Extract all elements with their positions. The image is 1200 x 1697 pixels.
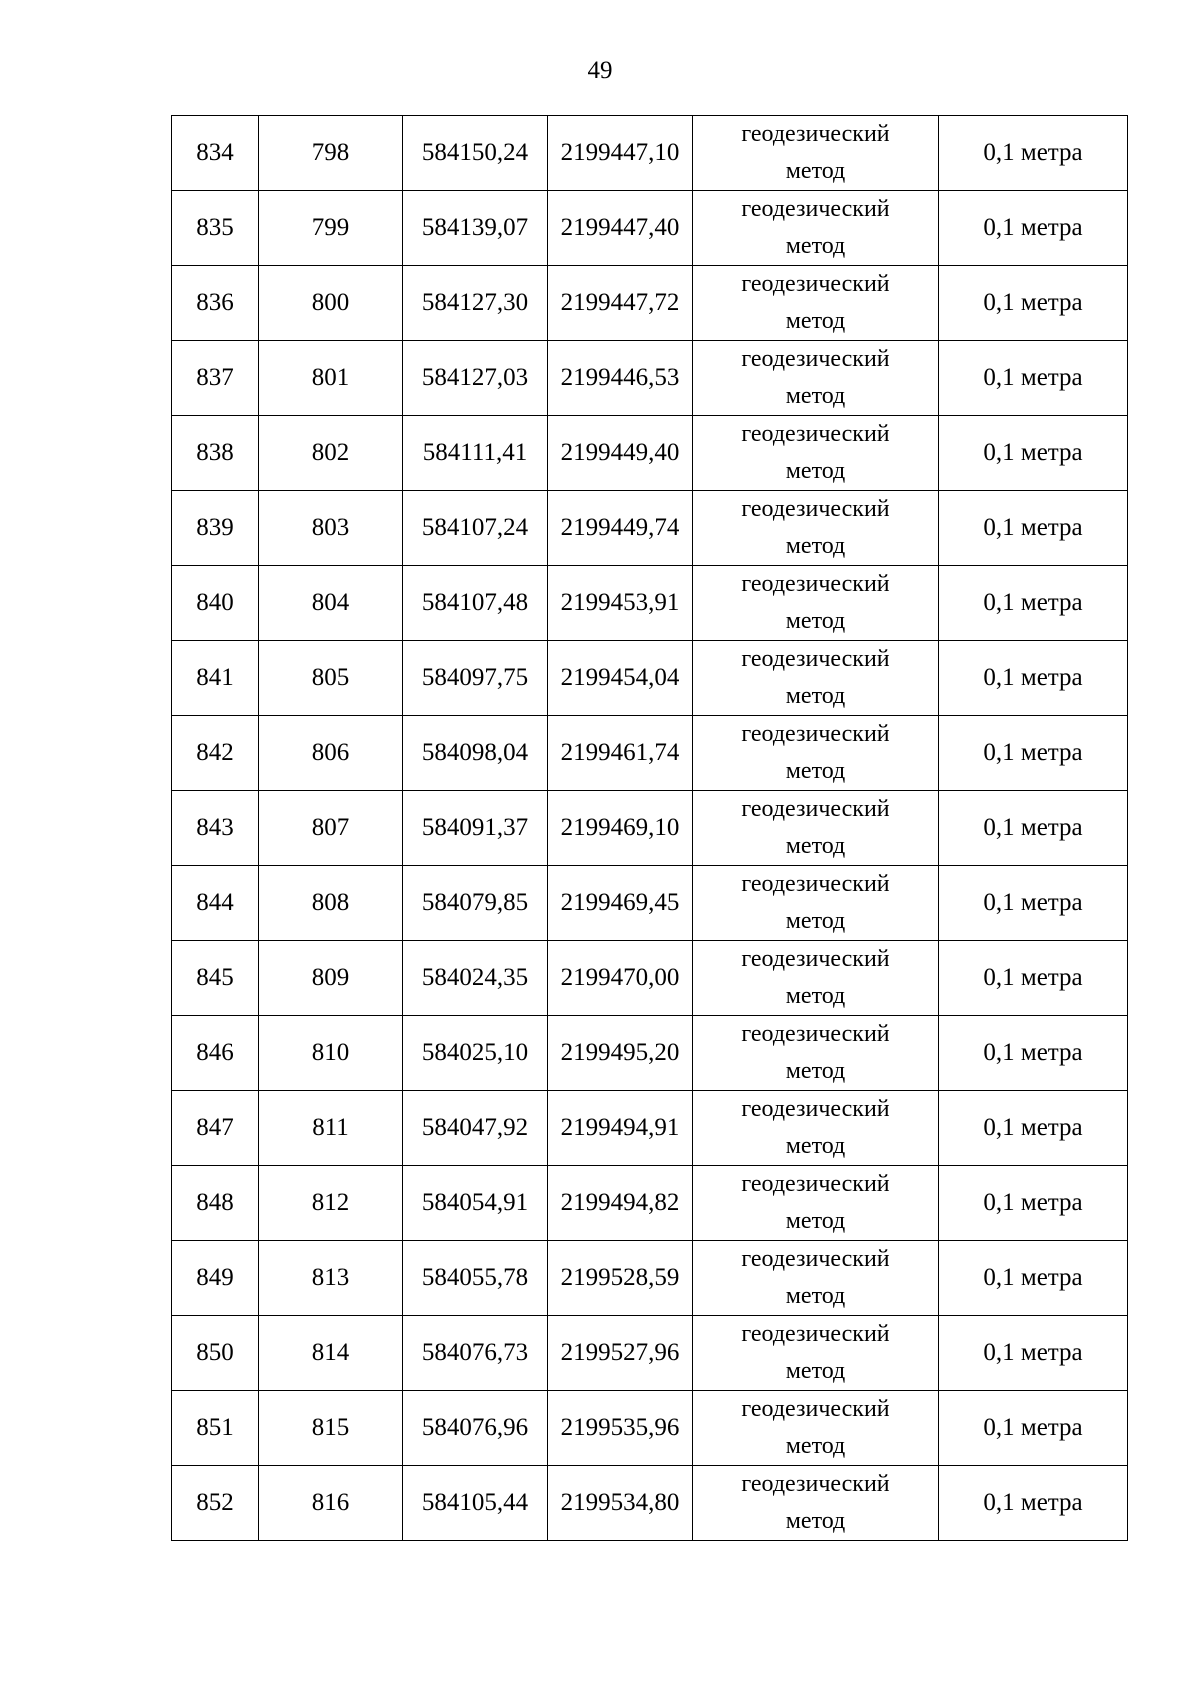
point-number-cell: 804	[259, 566, 403, 641]
method-line-2: метод	[785, 608, 846, 634]
method-cell	[693, 1016, 939, 1091]
point-number-cell: 809	[259, 941, 403, 1016]
y-coordinate-cell: 2199527,96	[548, 1316, 693, 1391]
table-row	[172, 341, 1128, 416]
x-coordinate-cell: 584107,24	[403, 491, 548, 566]
method-line-2: метод	[785, 1208, 846, 1234]
y-coordinate-cell: 2199469,45	[548, 866, 693, 941]
accuracy-cell: 0,1 метра	[939, 1391, 1128, 1466]
method-cell	[693, 791, 939, 866]
x-coordinate-cell: 584150,24	[403, 116, 548, 191]
method-line-1: геодезический	[741, 1471, 890, 1497]
method-line-2: метод	[785, 683, 846, 709]
table-row	[172, 1166, 1128, 1241]
x-coordinate-cell: 584055,78	[403, 1241, 548, 1316]
x-coordinate-cell: 584079,85	[403, 866, 548, 941]
row-number-cell: 841	[172, 641, 259, 716]
row-number-cell: 840	[172, 566, 259, 641]
row-number-cell: 839	[172, 491, 259, 566]
method-line-1: геодезический	[741, 1171, 890, 1197]
method-line-1: геодезический	[741, 721, 890, 747]
method-line-2: метод	[785, 1133, 846, 1159]
accuracy-cell: 0,1 метра	[939, 1166, 1128, 1241]
y-coordinate-cell: 2199446,53	[548, 341, 693, 416]
point-number-cell: 801	[259, 341, 403, 416]
point-number-cell: 806	[259, 716, 403, 791]
x-coordinate-cell: 584098,04	[403, 716, 548, 791]
coordinates-table	[171, 115, 1128, 1541]
row-number-cell: 834	[172, 116, 259, 191]
x-coordinate-cell: 584097,75	[403, 641, 548, 716]
y-coordinate-cell: 2199494,91	[548, 1091, 693, 1166]
y-coordinate-cell: 2199447,72	[548, 266, 693, 341]
x-coordinate-cell: 584107,48	[403, 566, 548, 641]
method-line-2: метод	[785, 1358, 846, 1384]
method-line-2: метод	[785, 908, 846, 934]
table-row	[172, 716, 1128, 791]
method-line-1: геодезический	[741, 571, 890, 597]
method-line-1: геодезический	[741, 1096, 890, 1122]
method-line-1: геодезический	[741, 1021, 890, 1047]
point-number-cell: 802	[259, 416, 403, 491]
accuracy-cell: 0,1 метра	[939, 566, 1128, 641]
method-cell	[693, 716, 939, 791]
point-number-cell: 810	[259, 1016, 403, 1091]
row-number-cell: 837	[172, 341, 259, 416]
method-line-2: метод	[785, 308, 846, 334]
method-cell	[693, 266, 939, 341]
method-line-2: метод	[785, 158, 846, 184]
table-row	[172, 566, 1128, 641]
method-cell	[693, 1091, 939, 1166]
row-number-cell: 852	[172, 1466, 259, 1541]
accuracy-cell: 0,1 метра	[939, 1091, 1128, 1166]
table-row	[172, 791, 1128, 866]
x-coordinate-cell: 584076,96	[403, 1391, 548, 1466]
method-line-2: метод	[785, 233, 846, 259]
accuracy-cell: 0,1 метра	[939, 191, 1128, 266]
x-coordinate-cell: 584047,92	[403, 1091, 548, 1166]
accuracy-cell: 0,1 метра	[939, 866, 1128, 941]
table-row	[172, 491, 1128, 566]
x-coordinate-cell: 584105,44	[403, 1466, 548, 1541]
method-line-1: геодезический	[741, 496, 890, 522]
method-cell	[693, 191, 939, 266]
table-row	[172, 1016, 1128, 1091]
point-number-cell: 800	[259, 266, 403, 341]
x-coordinate-cell: 584054,91	[403, 1166, 548, 1241]
point-number-cell: 798	[259, 116, 403, 191]
row-number-cell: 851	[172, 1391, 259, 1466]
table-row	[172, 866, 1128, 941]
row-number-cell: 850	[172, 1316, 259, 1391]
method-cell	[693, 416, 939, 491]
method-line-1: геодезический	[741, 1321, 890, 1347]
method-cell	[693, 491, 939, 566]
method-cell	[693, 1391, 939, 1466]
row-number-cell: 835	[172, 191, 259, 266]
x-coordinate-cell: 584127,30	[403, 266, 548, 341]
method-cell	[693, 1466, 939, 1541]
method-cell	[693, 1316, 939, 1391]
table-row	[172, 191, 1128, 266]
row-number-cell: 845	[172, 941, 259, 1016]
method-line-2: метод	[785, 758, 846, 784]
x-coordinate-cell: 584024,35	[403, 941, 548, 1016]
accuracy-cell: 0,1 метра	[939, 1316, 1128, 1391]
accuracy-cell: 0,1 метра	[939, 491, 1128, 566]
table-row	[172, 1466, 1128, 1541]
accuracy-cell: 0,1 метра	[939, 941, 1128, 1016]
method-line-1: геодезический	[741, 1246, 890, 1272]
y-coordinate-cell: 2199528,59	[548, 1241, 693, 1316]
point-number-cell: 803	[259, 491, 403, 566]
x-coordinate-cell: 584139,07	[403, 191, 548, 266]
row-number-cell: 836	[172, 266, 259, 341]
y-coordinate-cell: 2199447,40	[548, 191, 693, 266]
table-row	[172, 1091, 1128, 1166]
method-cell	[693, 1166, 939, 1241]
point-number-cell: 813	[259, 1241, 403, 1316]
point-number-cell: 812	[259, 1166, 403, 1241]
table-row	[172, 641, 1128, 716]
accuracy-cell: 0,1 метра	[939, 416, 1128, 491]
y-coordinate-cell: 2199453,91	[548, 566, 693, 641]
method-cell	[693, 116, 939, 191]
method-line-2: метод	[785, 458, 846, 484]
method-line-2: метод	[785, 1433, 846, 1459]
table-row	[172, 416, 1128, 491]
row-number-cell: 843	[172, 791, 259, 866]
method-line-1: геодезический	[741, 346, 890, 372]
y-coordinate-cell: 2199461,74	[548, 716, 693, 791]
method-line-1: геодезический	[741, 1396, 890, 1422]
method-line-1: геодезический	[741, 646, 890, 672]
point-number-cell: 814	[259, 1316, 403, 1391]
coordinates-table-body	[172, 116, 1128, 1541]
y-coordinate-cell: 2199449,40	[548, 416, 693, 491]
method-line-1: геодезический	[741, 871, 890, 897]
method-line-1: геодезический	[741, 121, 890, 147]
method-line-2: метод	[785, 833, 846, 859]
method-cell	[693, 341, 939, 416]
y-coordinate-cell: 2199495,20	[548, 1016, 693, 1091]
table-row	[172, 1391, 1128, 1466]
method-line-1: геодезический	[741, 946, 890, 972]
row-number-cell: 846	[172, 1016, 259, 1091]
table-row	[172, 266, 1128, 341]
method-line-1: геодезический	[741, 271, 890, 297]
point-number-cell: 811	[259, 1091, 403, 1166]
y-coordinate-cell: 2199535,96	[548, 1391, 693, 1466]
method-line-2: метод	[785, 1283, 846, 1309]
method-cell	[693, 641, 939, 716]
y-coordinate-cell: 2199494,82	[548, 1166, 693, 1241]
y-coordinate-cell: 2199449,74	[548, 491, 693, 566]
table-row	[172, 1316, 1128, 1391]
row-number-cell: 842	[172, 716, 259, 791]
row-number-cell: 848	[172, 1166, 259, 1241]
x-coordinate-cell: 584091,37	[403, 791, 548, 866]
x-coordinate-cell: 584111,41	[403, 416, 548, 491]
method-line-1: геодезический	[741, 796, 890, 822]
method-cell	[693, 1241, 939, 1316]
row-number-cell: 849	[172, 1241, 259, 1316]
point-number-cell: 805	[259, 641, 403, 716]
table-row	[172, 941, 1128, 1016]
method-line-2: метод	[785, 383, 846, 409]
accuracy-cell: 0,1 метра	[939, 1466, 1128, 1541]
point-number-cell: 799	[259, 191, 403, 266]
accuracy-cell: 0,1 метра	[939, 266, 1128, 341]
table-row	[172, 116, 1128, 191]
page-number: 49	[587, 57, 613, 84]
method-cell	[693, 866, 939, 941]
table-row	[172, 1241, 1128, 1316]
y-coordinate-cell: 2199469,10	[548, 791, 693, 866]
accuracy-cell: 0,1 метра	[939, 1241, 1128, 1316]
accuracy-cell: 0,1 метра	[939, 1016, 1128, 1091]
row-number-cell: 838	[172, 416, 259, 491]
row-number-cell: 844	[172, 866, 259, 941]
row-number-cell: 847	[172, 1091, 259, 1166]
x-coordinate-cell: 584025,10	[403, 1016, 548, 1091]
y-coordinate-cell: 2199454,04	[548, 641, 693, 716]
y-coordinate-cell: 2199470,00	[548, 941, 693, 1016]
accuracy-cell: 0,1 метра	[939, 641, 1128, 716]
point-number-cell: 808	[259, 866, 403, 941]
accuracy-cell: 0,1 метра	[939, 791, 1128, 866]
method-line-2: метод	[785, 1058, 846, 1084]
point-number-cell: 807	[259, 791, 403, 866]
x-coordinate-cell: 584076,73	[403, 1316, 548, 1391]
x-coordinate-cell: 584127,03	[403, 341, 548, 416]
method-cell	[693, 941, 939, 1016]
method-line-1: геодезический	[741, 196, 890, 222]
point-number-cell: 816	[259, 1466, 403, 1541]
accuracy-cell: 0,1 метра	[939, 116, 1128, 191]
method-line-2: метод	[785, 533, 846, 559]
method-cell	[693, 566, 939, 641]
point-number-cell: 815	[259, 1391, 403, 1466]
method-line-1: геодезический	[741, 421, 890, 447]
y-coordinate-cell: 2199534,80	[548, 1466, 693, 1541]
y-coordinate-cell: 2199447,10	[548, 116, 693, 191]
accuracy-cell: 0,1 метра	[939, 341, 1128, 416]
accuracy-cell: 0,1 метра	[939, 716, 1128, 791]
method-line-2: метод	[785, 1508, 846, 1534]
method-line-2: метод	[785, 983, 846, 1009]
